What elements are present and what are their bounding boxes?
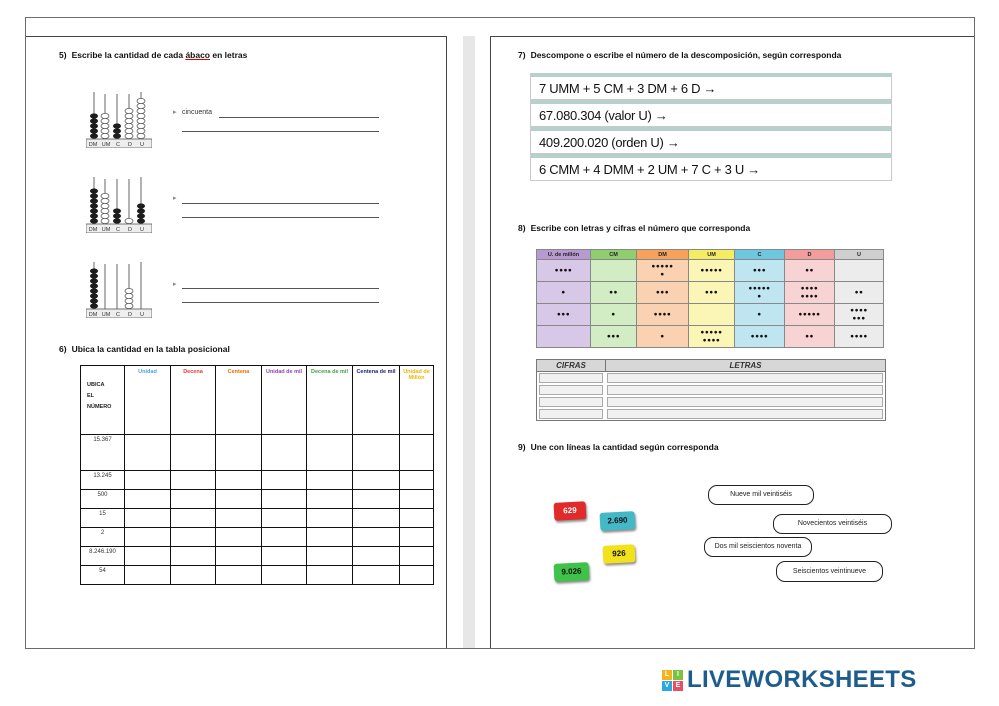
dots-header-cell: U. de millón	[537, 250, 591, 260]
question-7-title: 7) Descompone o escribe el número de la descomposición, según corresponda	[518, 50, 842, 60]
phrase-seiscientos-veintinueve[interactable]: Seiscientos veintinueve	[776, 561, 883, 582]
digit-cell[interactable]	[262, 566, 307, 585]
dots-place-value-table	[536, 249, 884, 348]
svg-text:U: U	[140, 312, 144, 318]
number-cell: 15.367	[81, 435, 125, 471]
header-centena-de-mil: Centena de mil	[353, 366, 400, 435]
dots-cell: ●●	[591, 282, 637, 304]
cifras-letras-table	[536, 359, 886, 421]
digit-cell[interactable]	[400, 490, 434, 509]
logo-mark-icon: L I V E	[662, 670, 683, 691]
digit-cell[interactable]	[262, 435, 307, 471]
dots-cell: ●●●	[689, 282, 735, 304]
table-row	[81, 566, 434, 585]
cifras-header: CIFRAS	[537, 360, 606, 371]
dots-cell: ●●●	[735, 260, 785, 282]
digit-cell[interactable]	[216, 435, 262, 471]
number-tag-9026[interactable]: 9.026	[554, 562, 590, 582]
digit-cell[interactable]	[262, 490, 307, 509]
digit-cell[interactable]	[307, 509, 353, 528]
svg-text:D: D	[128, 312, 132, 318]
svg-text:DM: DM	[88, 227, 98, 233]
header-centena: Centena	[216, 366, 262, 435]
arrow-icon: ▸	[173, 281, 177, 288]
dots-cell: ●●●●● ●	[637, 260, 689, 282]
svg-text:UM: UM	[101, 227, 111, 233]
dots-cell	[689, 304, 735, 326]
digit-cell[interactable]	[353, 566, 400, 585]
dots-cell	[537, 326, 591, 348]
table-row	[537, 260, 884, 282]
dots-cell: ●●	[835, 282, 884, 304]
digit-cell[interactable]	[400, 547, 434, 566]
table-row	[537, 304, 884, 326]
arrow-icon: ▸	[173, 109, 177, 116]
dots-cell: ●●●●● ●●●●	[689, 326, 735, 348]
number-cell: 8.246.190	[81, 547, 125, 566]
decomposition-row[interactable]: 409.200.020 (orden U) →	[530, 127, 892, 154]
header-unidad-de-mil: Unidad de mil	[262, 366, 307, 435]
dots-header-cell: DM	[637, 250, 689, 260]
dots-cell: ●	[537, 282, 591, 304]
question-5-title: 5) Escribe la cantidad de cada ábaco en letras	[59, 50, 248, 60]
answer-line[interactable]	[182, 288, 379, 289]
digit-cell[interactable]	[307, 490, 353, 509]
letras-input[interactable]	[607, 397, 883, 407]
digit-cell[interactable]	[307, 547, 353, 566]
table-row	[81, 509, 434, 528]
answer-line[interactable]	[219, 117, 379, 118]
digit-cell[interactable]	[400, 528, 434, 547]
dots-cell: ●●	[785, 260, 835, 282]
digit-cell[interactable]	[400, 509, 434, 528]
dots-cell: ●	[591, 304, 637, 326]
dots-header-cell: C	[735, 250, 785, 260]
dots-cell: ●●●	[591, 326, 637, 348]
number-tag-629[interactable]: 629	[554, 501, 587, 521]
digit-cell[interactable]	[125, 471, 171, 490]
digit-cell[interactable]	[307, 471, 353, 490]
svg-text:UM: UM	[101, 312, 111, 318]
digit-cell[interactable]	[125, 547, 171, 566]
svg-text:U: U	[140, 227, 144, 233]
number-cell: 15	[81, 509, 125, 528]
dots-cell: ●●●	[637, 282, 689, 304]
table-row	[81, 490, 434, 509]
digit-cell[interactable]	[216, 547, 262, 566]
abacus-label-um: UM	[101, 142, 111, 148]
dots-cell: ●●●●	[637, 304, 689, 326]
decomposition-row[interactable]: 6 CMM + 4 DMM + 2 UM + 7 C + 3 U →	[530, 154, 892, 181]
number-cell: 500	[81, 490, 125, 509]
header-ubica: UBICA EL NÚMERO	[81, 366, 125, 435]
digit-cell[interactable]	[353, 547, 400, 566]
question-6-title: 6) Ubica la cantidad en la tabla posicional	[59, 344, 230, 354]
svg-text:DM: DM	[88, 312, 98, 318]
cifras-input[interactable]	[539, 385, 603, 395]
digit-cell[interactable]	[307, 528, 353, 547]
dots-cell: ●●●● ●●●	[835, 304, 884, 326]
digit-cell[interactable]	[353, 528, 400, 547]
digit-cell[interactable]	[171, 490, 216, 509]
dots-cell: ●●	[785, 326, 835, 348]
letras-input[interactable]	[607, 385, 883, 395]
digit-cell[interactable]	[216, 509, 262, 528]
abacus-1	[86, 90, 152, 148]
answer-1-text: cincuenta	[182, 109, 212, 116]
decomposition-list	[530, 73, 892, 181]
digit-cell[interactable]	[125, 490, 171, 509]
dots-cell: ●●●●●	[785, 304, 835, 326]
digit-cell[interactable]	[171, 471, 216, 490]
digit-cell[interactable]	[262, 509, 307, 528]
question-8-title: 8) Escribe con letras y cifras el número que corresponda	[518, 223, 751, 233]
brand-name: LIVEWORKSHEETS	[687, 666, 917, 693]
number-cell: 13.245	[81, 471, 125, 490]
letras-header: LETRAS	[729, 361, 762, 370]
dots-header-cell: UM	[689, 250, 735, 260]
positional-table	[80, 365, 434, 585]
answer-line[interactable]	[182, 131, 379, 132]
number-tag-926[interactable]: 926	[603, 544, 636, 564]
phrase-dos-mil-seiscientos-noventa[interactable]: Dos mil seiscientos noventa	[704, 537, 812, 557]
header-decena: Decena	[171, 366, 216, 435]
table-row	[537, 326, 884, 348]
letras-input[interactable]	[607, 373, 883, 383]
dots-cell: ●●●● ●●●●	[785, 282, 835, 304]
dots-header-cell: CM	[591, 250, 637, 260]
digit-cell[interactable]	[353, 490, 400, 509]
answer-row	[537, 396, 885, 408]
digit-cell[interactable]	[171, 435, 216, 471]
decomposition-row[interactable]: 7 UMM + 5 CM + 3 DM + 6 D →	[530, 73, 892, 100]
dots-cell	[591, 260, 637, 282]
header-unidad: Unidad	[125, 366, 171, 435]
answer-row	[537, 372, 885, 384]
digit-cell[interactable]	[216, 490, 262, 509]
digit-cell[interactable]	[307, 435, 353, 471]
svg-text:C: C	[116, 312, 120, 318]
dots-header-cell: U	[835, 250, 884, 260]
table-header-row	[81, 366, 434, 435]
dots-cell: ●●●●	[835, 326, 884, 348]
cifras-input[interactable]	[539, 397, 603, 407]
digit-cell[interactable]	[216, 528, 262, 547]
number-tag-2690[interactable]: 2.690	[600, 511, 636, 531]
dots-cell: ●●●●	[537, 260, 591, 282]
digit-cell[interactable]	[307, 566, 353, 585]
cifras-input[interactable]	[539, 373, 603, 383]
question-9-title: 9) Une con líneas la cantidad según corresponda	[518, 442, 719, 452]
number-cell: 54	[81, 566, 125, 585]
abacus-label-d: D	[128, 142, 132, 148]
dots-cell: ●●●●●	[689, 260, 735, 282]
dots-cell: ●●●●	[735, 326, 785, 348]
digit-cell[interactable]	[262, 528, 307, 547]
abacus-2	[86, 175, 152, 233]
digit-cell[interactable]	[400, 435, 434, 471]
svg-text:D: D	[128, 227, 132, 233]
abacus-3	[86, 260, 152, 318]
answer-line[interactable]	[182, 217, 379, 218]
dots-cell: ●●●●● ●	[735, 282, 785, 304]
page-gutter	[463, 36, 475, 648]
cifras-input[interactable]	[539, 409, 603, 419]
abacus-label-c: C	[116, 142, 120, 148]
digit-cell[interactable]	[353, 509, 400, 528]
digit-cell[interactable]	[262, 471, 307, 490]
digit-cell[interactable]	[125, 435, 171, 471]
table-row	[81, 471, 434, 490]
answer-row	[537, 408, 885, 420]
table-row	[537, 282, 884, 304]
abacus-label-u: U	[140, 142, 144, 148]
svg-text:C: C	[116, 227, 120, 233]
digit-cell[interactable]	[125, 566, 171, 585]
digit-cell[interactable]	[216, 471, 262, 490]
letras-input[interactable]	[607, 409, 883, 419]
digit-cell[interactable]	[353, 435, 400, 471]
dots-table-header	[537, 250, 884, 260]
digit-cell[interactable]	[216, 566, 262, 585]
dots-cell: ●●●	[537, 304, 591, 326]
dots-cell: ●	[637, 326, 689, 348]
table-row	[81, 435, 434, 471]
digit-cell[interactable]	[171, 528, 216, 547]
header-unidad-de-millon: Unidad de Millón	[400, 366, 434, 435]
phrase-nueve-mil-veintiseis[interactable]: Nueve mil veintiséis	[708, 485, 814, 505]
digit-cell[interactable]	[171, 547, 216, 566]
underlined-word: ábaco	[185, 50, 211, 60]
table-row	[81, 547, 434, 566]
number-cell: 2	[81, 528, 125, 547]
dots-header-cell: D	[785, 250, 835, 260]
digit-cell[interactable]	[262, 547, 307, 566]
digit-cell[interactable]	[400, 566, 434, 585]
dots-cell: ●	[735, 304, 785, 326]
answer-line[interactable]	[182, 203, 379, 204]
arrow-icon: ▸	[173, 195, 177, 202]
header-decena-de-mil: Decena de mil	[307, 366, 353, 435]
digit-cell[interactable]	[171, 509, 216, 528]
answer-line[interactable]	[182, 302, 379, 303]
answer-row	[537, 384, 885, 396]
digit-cell[interactable]	[171, 566, 216, 585]
digit-cell[interactable]	[125, 528, 171, 547]
phrase-novecientos-veintiseis[interactable]: Novecientos veintiséis	[773, 514, 892, 534]
liveworksheets-logo	[662, 666, 917, 694]
abacus-label-dm: DM	[88, 142, 98, 148]
dots-cell	[835, 260, 884, 282]
digit-cell[interactable]	[400, 471, 434, 490]
digit-cell[interactable]	[125, 509, 171, 528]
table-row	[81, 528, 434, 547]
decomposition-row[interactable]: 67.080.304 (valor U) →	[530, 100, 892, 127]
digit-cell[interactable]	[353, 471, 400, 490]
